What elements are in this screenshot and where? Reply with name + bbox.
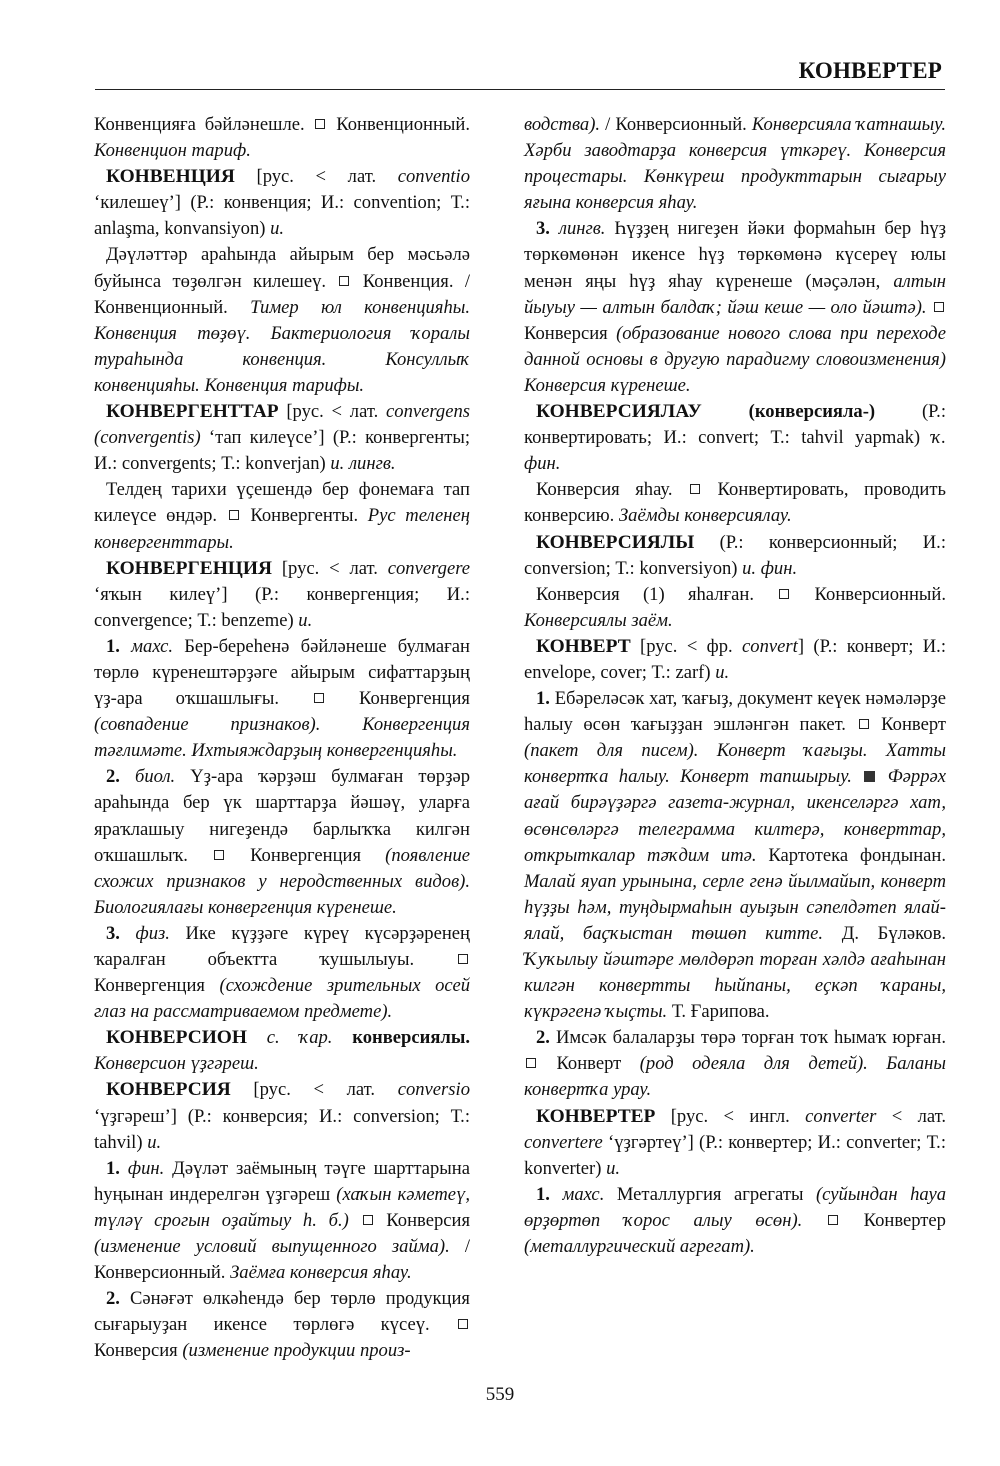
entry-text: Конвенционный. (327, 114, 471, 135)
entry-text: 2. (536, 1027, 556, 1049)
entry-text: Конверсия (524, 322, 617, 344)
entry-text: алтын йыуыу — алтын балдаҡ; йәш кеше — оло йәштә). (524, 270, 946, 318)
entry-text: / Конверсионный. (600, 114, 752, 135)
entry-text: Сәнәғәт өлкәһендә бер төрлө продукция сығарыуҙан икенсе төрлөгә күсеү. (94, 1288, 470, 1336)
entry-text: [рус. < фр. (630, 635, 743, 657)
entry-paragraph (524, 582, 946, 634)
entry-text: (Р.: конверсионный; И.: conversion; Т.: konversiyon) (524, 531, 946, 579)
entry-paragraph (94, 477, 470, 555)
headword: КОНВЕНЦИЯ (106, 166, 235, 188)
entry-paragraph (94, 1025, 470, 1077)
entry-text: Ебәреләсәк хат, ҡағыҙ, документ кеүек нәмәләрҙе һалыу өсөн ҡағыҙҙан эшләнгән пакет. (524, 688, 947, 736)
entry-text: Т. Ғарипова. (667, 1001, 770, 1023)
entry-text: (появление схожих признаков у неродственных видов). Биологиялағы конвергенция күренеше. (94, 844, 470, 918)
entry-text: convergens (convergentis) (94, 401, 470, 449)
entry-text: и. лингв. (330, 453, 396, 475)
headword: КОНВЕРГЕНЦИЯ (106, 557, 272, 579)
entry-text: / Конверсионный. (94, 1236, 470, 1284)
entry-text: 3. (106, 922, 136, 944)
entry-paragraph (94, 112, 470, 164)
entry-text: (образование нового слова при переходе данной основы в другую парадигму словоизменения) Конверсия күренеше. (524, 322, 946, 396)
entry-text: 2. (106, 1288, 130, 1310)
entry-text: Заёмды конверсиялау. (618, 505, 792, 527)
entry-text: (Р.: конвертировать; И.: convert; Т.: tahvil yapmak) (524, 401, 946, 449)
header-rule (95, 89, 945, 90)
entry-text (332, 1027, 352, 1048)
entry-text: и. фин. (742, 557, 798, 579)
entry-text: и. (147, 1131, 162, 1153)
entry-text: [рус. < лат. (278, 401, 387, 423)
square-marker-icon (458, 954, 468, 964)
entry-text: [рус. < ингл. (655, 1105, 806, 1127)
entry-paragraph (524, 1025, 946, 1103)
entry-text: Конверсия (1) яһалған. (536, 583, 778, 605)
entry-text: ‘үҙгәреш’] (Р.: конверсия; И.: conversion; Т.: tahvil) (94, 1105, 470, 1153)
entry-text: ҡ. фин. (524, 427, 946, 475)
entry-text: Конвенцион тариф. (94, 140, 251, 162)
entry-paragraph (94, 764, 470, 921)
entry-text: Конверсияла ҡатнашыу. Хәрби заводтарҙа конверсия үткәреү. Конверсия процестары. Көнкүреш продукттарын сығарыу яғына конверсия яһау. (524, 114, 946, 214)
entry-text: Конверсия (374, 1209, 470, 1231)
entry-text: (изменение условий выпущенного займа). (94, 1236, 450, 1258)
entry-text: Конвергенция (94, 975, 220, 997)
entry-paragraph (94, 921, 470, 1025)
entry-paragraph (524, 530, 946, 582)
entry-paragraph (94, 164, 470, 242)
entry-text: и. (298, 609, 313, 631)
headword: КОНВЕРСИОН (106, 1027, 247, 1049)
square-marker-icon (314, 693, 324, 703)
entry-text: [рус. < лат. (230, 1079, 398, 1101)
square-marker-icon (828, 1215, 838, 1225)
entry-text: convergere (387, 557, 470, 579)
headword: КОНВЕРСИЯЛЫ (536, 531, 695, 553)
square-marker-icon (315, 119, 325, 129)
entry-text: convertere (524, 1131, 603, 1153)
entry-text: Үҙ-ара ҡәрҙәш булмаған төрҙәр араһында бер үк шарттарҙа йәшәү, уларға яраҡлашыу нигеҙендә барлыҡҡа килгән оҡшашлыҡ. (94, 766, 470, 866)
entry-text: (металлургический агрегат). (524, 1236, 755, 1258)
entry-text: Малай яуап урынына, серле генә йылмайып, конверт һүҙҙы һәм, туңдырмаһын ауыҙын сәпелдәтеп ялай-ялай, баҫҡыстан төшөп китте. (524, 870, 946, 944)
page-number: 559 (485, 1384, 515, 1405)
square-marker-icon (214, 850, 224, 860)
entry-paragraph (524, 477, 946, 529)
entry-text: Конвенция. / Конвенционный. (94, 270, 470, 318)
entry-text: 1. (106, 635, 132, 657)
entry-paragraph (94, 1156, 470, 1286)
entry-paragraph (94, 634, 470, 764)
headword: КОНВЕРТ (536, 635, 631, 657)
entry-text: Конвенцияға бәйләнешле. (94, 114, 314, 135)
entry-paragraph (524, 634, 946, 686)
entry-text: Конверсион үҙгәреш. (94, 1053, 259, 1075)
entry-text: с. ҡар. (266, 1027, 333, 1049)
entry-text: (совпадение признаков). Конвергенция тәғлимәте. Ихтыяждарҙың конвергенцияһы. (94, 714, 470, 762)
entry-paragraph (524, 112, 946, 216)
square-marker-icon (458, 1319, 468, 1329)
entry-text (702, 401, 749, 422)
entry-paragraph (524, 1182, 946, 1260)
entry-text: Дәүләт заёмының тәүге шарттарына һуңынан индерелгән үҙгәреш (94, 1157, 470, 1205)
entry-text: Бер-береһенә бәйләнеше булмаған төрлө күренештәрҙәге айырым сифаттарҙың үҙ-ара оҡшашлығы. (94, 635, 471, 710)
entry-paragraph (94, 242, 470, 399)
entry-text: физ. (135, 922, 170, 944)
entry-text: Д. Бүләков. (823, 922, 946, 944)
entry-text: Конверт (538, 1053, 640, 1075)
square-marker-icon (229, 510, 239, 520)
headword: КОНВЕРГЕНТТАР (106, 401, 279, 423)
entry-paragraph (524, 216, 946, 399)
entry-text: и. (606, 1157, 621, 1179)
entry-text: Конвертер (839, 1209, 946, 1231)
entry-text: ‘яҡын килеү’] (Р.: конвергенция; И.: convergence; Т.: benzeme) (94, 583, 470, 631)
entry-paragraph (524, 686, 946, 1025)
entry-text: Конвергенция (226, 844, 386, 866)
entry-paragraph (524, 1104, 946, 1182)
entry-text: ‘үҙгәртеү’] (Р.: конвертер; И.: converter; Т.: konverter) (524, 1131, 946, 1179)
entry-text: 3. (536, 218, 559, 240)
entry-text: convert (742, 635, 798, 657)
right-column (524, 112, 946, 1260)
entry-text (247, 1027, 267, 1048)
entry-text: Металлургия агрегаты (604, 1183, 816, 1205)
headword: КОНВЕРТЕР (536, 1105, 656, 1127)
entry-text: 1. (536, 688, 555, 710)
entry-text: (суйындан һауа өрҙөртөп ҡорос алыу өсөн). (524, 1183, 947, 1231)
entry-text: фин. (127, 1157, 165, 1179)
square-marker-icon (779, 589, 789, 599)
entry-text: Тимер юл конвенцияһы. Конвенция төҙөү. Бактериология ҡоралы тураһында конвенция. Консуллыҡ конвенцияһы. Конвенция тарифы. (94, 296, 470, 396)
running-head: КОНВЕРТЕР (798, 58, 942, 83)
entry-text: лингв. (558, 218, 606, 240)
entry-text: Ҡуҡылыу йәштәре мөлдөрәп торған хәлдә ағаһынан килгән конвертты һыйпаны, еҫкәп ҡараны, күкрәгенә ҡыҫты. (524, 949, 946, 1023)
entry-text: 1. (106, 1157, 128, 1179)
entry-text: махс. (131, 635, 174, 657)
entry-text: конверсиялы. (352, 1027, 470, 1049)
entry-text: водства). (524, 114, 601, 135)
entry-text (852, 766, 862, 787)
entry-text: Конверт (870, 714, 946, 736)
entry-text (927, 297, 932, 318)
entry-text: (хаҡын кәметеү, түләү срогын оҙайтыу һ. б.) (94, 1183, 471, 1231)
filled-square-icon (864, 771, 875, 782)
entry-text: (род одеяла для детей). Баланы конвертҡа урау. (524, 1053, 946, 1101)
entry-paragraph (524, 399, 946, 477)
headword: КОНВЕРСИЯ (106, 1079, 231, 1101)
entry-text: Конвертировать, проводить конверсию. (524, 479, 946, 527)
entry-text: Имсәк балаларҙы төрә торған тоҡ һымаҡ юрған. (555, 1027, 947, 1049)
entry-text: converter (805, 1105, 877, 1127)
entry-text: Конверсионный. (791, 583, 946, 605)
entry-text: Ике күҙҙәге күреү күсәрҙәренең ҡаралған объектта ҡушылыуы. (94, 922, 471, 970)
entry-text: < лат. (876, 1105, 946, 1127)
entry-paragraph (94, 399, 470, 477)
entry-text: биол. (134, 766, 176, 788)
entry-text: ‘килешеү’] (Р.: конвенция; И.: convention; Т.: anlaşma, konvansiyon) (94, 192, 470, 240)
entry-paragraph (94, 556, 470, 634)
entry-text: Конверсиялы заём. (524, 609, 673, 631)
square-marker-icon (859, 719, 869, 729)
entry-text: Рус теленең конвергенттары. (94, 505, 471, 553)
entry-text: ] (Р.: конверт; И.: envelope, cover; Т.: zarf) (524, 635, 946, 683)
square-marker-icon (526, 1058, 536, 1068)
entry-text: 1. (536, 1183, 563, 1205)
entry-text: (пакет для писем). Конверт ҡағыҙы. Хатты конвертҡа һалыу. Конверт тапшырыу. (524, 740, 946, 788)
square-marker-icon (934, 302, 944, 312)
left-column (94, 112, 470, 1365)
entry-text: Фәррәх ағай бирәүҙәргә газета-журнал, икенселәргә хат, өсөнсөләргә телеграмма килтерә, конверттар, открыткалар тәҡдим итә. (524, 766, 946, 866)
entry-text: Конвергенты. (240, 505, 368, 527)
entry-text: Конверсия яһау. (536, 479, 689, 501)
entry-text: 2. (106, 766, 135, 788)
entry-paragraph (94, 1077, 470, 1155)
square-marker-icon (690, 484, 700, 494)
entry-text: Телдең тарихи үҫешендә бер фонемаға тап килеүсе өндәр. (94, 479, 470, 527)
entry-text: (конверсияла-) (748, 401, 876, 423)
entry-text: conversio (397, 1079, 470, 1101)
entry-text: Һүҙҙең нигеҙен йәки формаһын бер һүҙ төркөмөнән икенсе һүҙ төркөмөнә күсереү юлы менән яңы һүҙ яһау күренеше (мәҫәлән, (524, 218, 947, 292)
headword: КОНВЕРСИЯЛАУ (536, 401, 702, 423)
entry-text (877, 766, 887, 787)
entry-text: махс. (562, 1183, 605, 1205)
entry-text (349, 1210, 361, 1231)
entry-text: Дәүләттәр араһында айырым бер мәсьәлә буйынса төҙөлгән килешеү. (94, 244, 470, 292)
entry-text: Картотека фондынан. (756, 844, 946, 866)
entry-paragraph (94, 1286, 470, 1364)
entry-text: и. (270, 218, 285, 240)
entry-text (802, 1210, 826, 1231)
entry-text: и. (715, 661, 730, 683)
entry-text: [рус. < лат. (234, 166, 398, 188)
entry-text: (изменение продукции произ- (182, 1340, 411, 1362)
entry-text: Конвергенция (326, 688, 470, 710)
square-marker-icon (363, 1215, 373, 1225)
square-marker-icon (339, 276, 349, 286)
entry-text: ‘тап килеүсе’] (Р.: конвергенты; И.: convergents; Т.: konverjan) (94, 427, 470, 475)
entry-text: [рус. < лат. (271, 557, 388, 579)
entry-text: Заёмға конверсия яһау. (230, 1262, 412, 1284)
entry-text: (схождение зрительных осей глаз на рассматриваемом предмете). (94, 975, 470, 1023)
entry-text: conventio (397, 166, 470, 188)
entry-text: Конверсия (94, 1340, 183, 1362)
